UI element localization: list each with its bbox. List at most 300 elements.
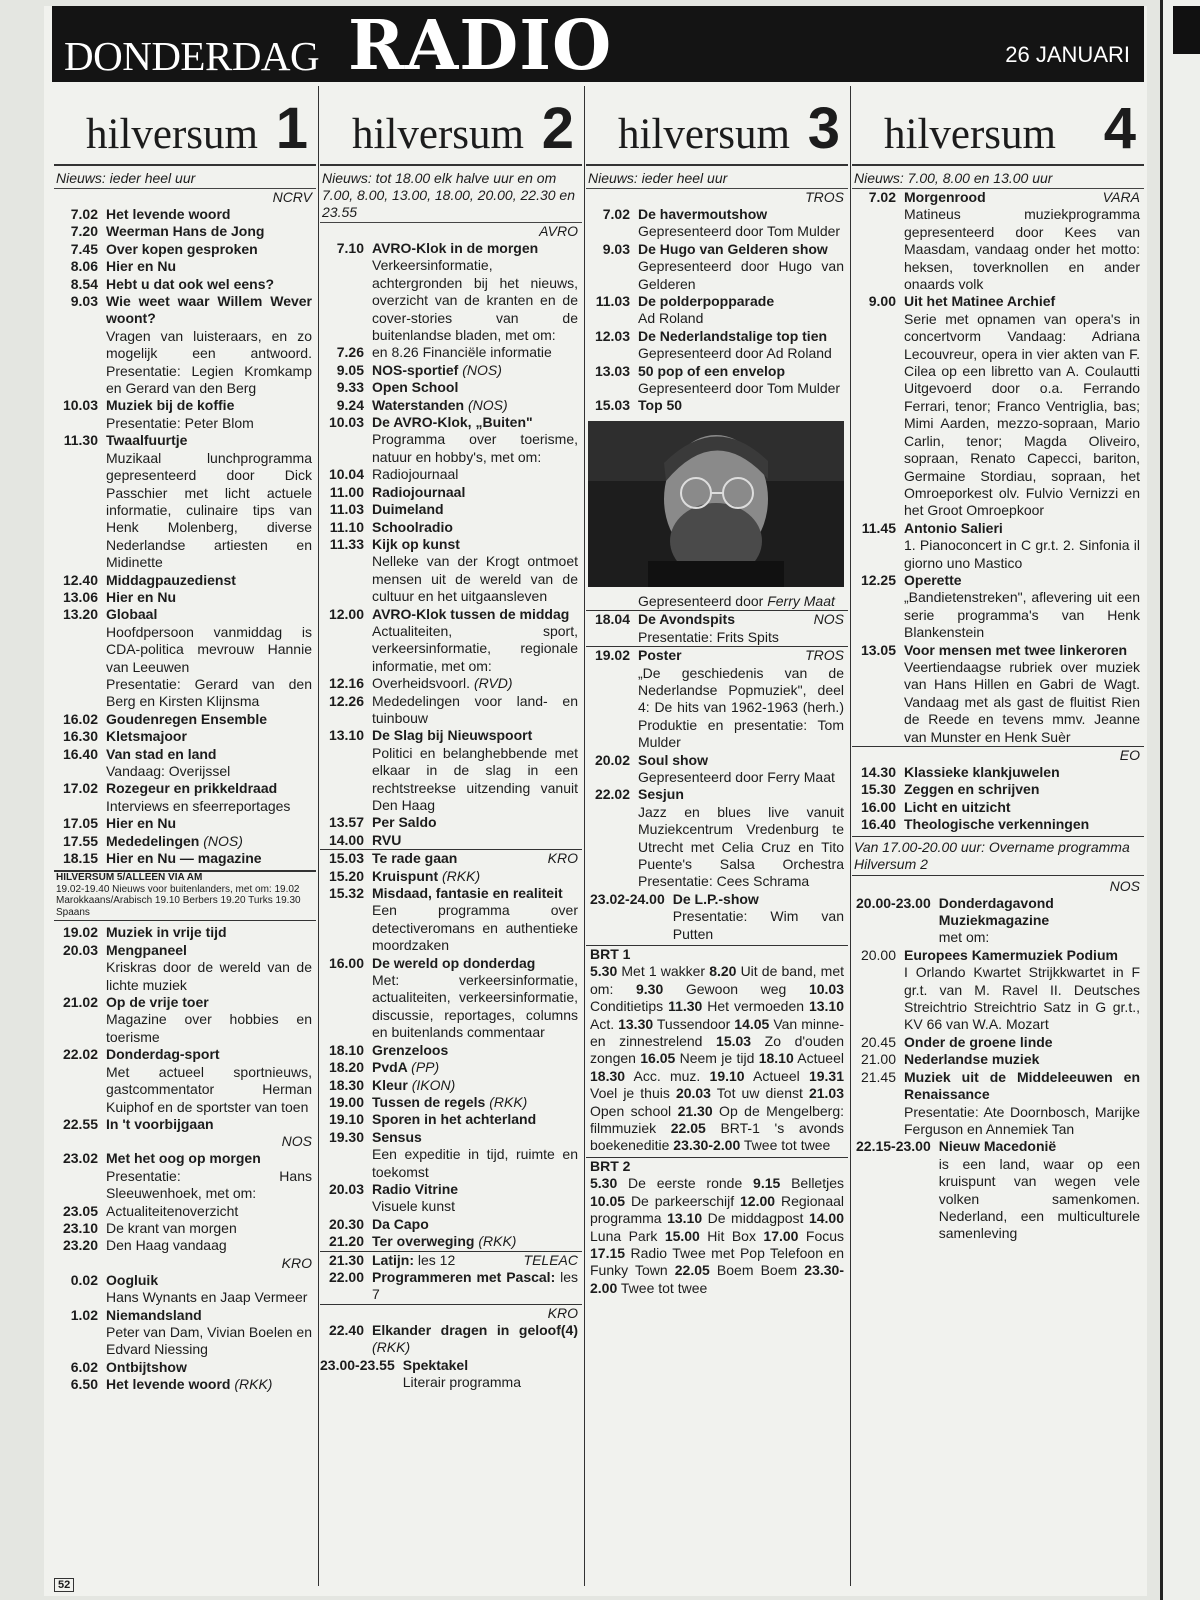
programme-title-text: Waterstanden — [372, 396, 465, 413]
programme-body — [106, 850, 316, 867]
programme-title-text: De AVRO-Klok, „Buiten" — [372, 414, 533, 431]
programme-time: 15.03 — [328, 850, 364, 867]
programme-title-text: 50 pop of een envelop — [638, 362, 786, 379]
programme-title-line — [372, 501, 578, 518]
programme-time: 9.03 — [602, 240, 630, 257]
programme-body — [904, 1051, 1144, 1068]
programme-body — [638, 293, 848, 328]
programme-entry — [54, 276, 316, 293]
programme-title-text: Te rade gaan — [372, 850, 458, 867]
programme-body — [106, 942, 316, 994]
programme-description: Gepresenteerd door Tom Mulder — [638, 380, 841, 397]
programme-body — [372, 606, 582, 676]
broadcaster-tag: (RKK) — [442, 867, 481, 884]
programme-title-line — [372, 414, 578, 431]
programme-description: Een expeditie in tijd, ruimte en toekomst — [372, 1146, 578, 1180]
column-divider — [850, 86, 851, 1586]
programme-entry — [320, 675, 582, 692]
station-word: hilversum — [352, 111, 524, 158]
programme-title — [106, 206, 230, 223]
programme-entry — [54, 589, 316, 606]
programme-body — [106, 589, 316, 606]
programme-title — [638, 752, 708, 769]
programme-title-text: Op de vrije toer — [106, 994, 209, 1011]
programme-title — [904, 642, 1127, 659]
column-divider — [318, 86, 319, 1586]
programme-body — [638, 786, 848, 890]
programme-time: 23.05 — [62, 1202, 98, 1219]
programme-body — [904, 293, 1144, 519]
programme-body — [106, 1272, 316, 1307]
programme-time: 21.02 — [62, 994, 98, 1011]
programme-time: 11.30 — [63, 432, 98, 449]
programme-title-text: Voor mensen met twee linkeroren — [904, 641, 1128, 658]
programme-title — [372, 1042, 448, 1059]
programme-title-text: Duimeland — [372, 501, 444, 518]
programme-title-line — [372, 397, 578, 414]
programme-title — [372, 362, 502, 379]
broadcaster-label: KRO — [281, 1254, 312, 1271]
programme-body — [106, 241, 316, 258]
programme-title-text: en 8.26 Financiële informatie — [372, 344, 552, 361]
broadcaster-label: NOS — [281, 1133, 312, 1150]
programme-title — [904, 293, 1055, 310]
programme-description: Veertiendaagse rubriek over muziek van Hans Hillen en Gabri de Wagt. Vandaag met als gast de fluitist Rien de Reede en tevens mmv. Jeanne van Munster en Henk Suèr — [904, 658, 1140, 745]
programme-title — [638, 647, 682, 664]
programme-time: 9.00 — [868, 293, 896, 310]
programme-title — [106, 572, 236, 589]
programme-description: Gepresenteerd door Hugo van Gelderen — [638, 258, 844, 292]
programme-title-text: Sporen in het achterland — [372, 1111, 537, 1128]
programme-description: Interviews en sfeerreportages — [106, 797, 291, 814]
programme-title-line — [106, 746, 312, 763]
programme-time: 16.02 — [62, 710, 98, 727]
programme-time: 9.05 — [336, 361, 364, 378]
programme-time: 11.45 — [861, 519, 896, 536]
programme-title-line — [372, 1181, 578, 1198]
programme-title-text: Licht en uitzicht — [904, 798, 1011, 815]
programme-time: 12.40 — [62, 571, 98, 588]
programme-title-line — [372, 850, 578, 867]
programme-title-text: AVRO-Klok tussen de middag — [372, 605, 570, 622]
programme-time: 22.40 — [328, 1321, 364, 1338]
programme-body — [106, 815, 316, 832]
programme-entry — [320, 1059, 582, 1076]
programme-title-text: Oogluik — [106, 1271, 159, 1288]
programme-entry — [320, 519, 582, 536]
programme-description: Gepresenteerd door Tom Mulder — [638, 223, 841, 240]
programme-entry — [54, 1203, 316, 1220]
programme-body — [904, 520, 1144, 572]
programme-title — [106, 833, 243, 850]
programme-entry — [54, 432, 316, 571]
programme-title-text: Programmeren met Pascal: — [372, 1268, 556, 1285]
programme-title-text: Ter overweging — [372, 1233, 475, 1250]
programme-title — [939, 895, 1140, 930]
programme-body — [638, 363, 848, 398]
programme-title-line — [372, 1094, 578, 1111]
programme-body — [372, 240, 582, 344]
programme-time: 15.32 — [328, 885, 364, 902]
programme-title — [372, 466, 458, 483]
programme-title-line — [106, 1307, 312, 1324]
programme-time: 14.30 — [860, 764, 896, 780]
programme-entry — [54, 1116, 316, 1133]
programme-description: Politici en belanghebbende met elkaar in de slag in een rechtstreekse uitzending vanuit Den Haag — [372, 744, 578, 813]
programme-body — [372, 1181, 582, 1216]
programme-title-line — [106, 711, 312, 728]
caption-name: Ferry Maat — [767, 592, 835, 609]
programme-description: Met actueel sportnieuws, gastcommentator Herman Kuiphof en de sportster van toen — [106, 1063, 312, 1115]
programme-time: 7.26 — [336, 344, 364, 361]
programme-title — [372, 955, 535, 972]
programme-entry — [320, 1322, 582, 1357]
programme-title — [372, 379, 458, 396]
programme-title — [904, 1051, 1039, 1068]
programme-title-line — [372, 379, 578, 396]
station-number: 4 — [1103, 96, 1136, 161]
programme-title — [638, 786, 684, 803]
programme-title-line — [904, 189, 1140, 206]
programme-title-text: Hier en Nu — [106, 588, 177, 605]
column-hilversum-2 — [320, 86, 582, 1586]
broadcaster-tag: (RKK) — [489, 1093, 528, 1110]
programme-extra: les 7 — [372, 1268, 578, 1303]
programme-title — [638, 611, 735, 628]
programme-time: 20.00-23.00 — [856, 894, 931, 911]
programme-time: 23.02 — [62, 1150, 98, 1167]
broadcaster-tag: (RKK) — [234, 1376, 273, 1393]
programme-body — [372, 501, 582, 518]
programme-title — [106, 924, 227, 941]
programme-title-line — [904, 799, 1140, 816]
programme-entry — [320, 1042, 582, 1059]
programme-entry — [852, 1138, 1144, 1242]
programme-title-line — [372, 362, 578, 379]
column-divider — [584, 86, 585, 1586]
programme-time: 18.15 — [62, 850, 98, 867]
programme-body — [106, 258, 316, 275]
programme-body — [106, 223, 316, 240]
programme-body — [106, 276, 316, 293]
box-heading: HILVERSUM 5/ALLEEN VIA AM — [56, 872, 203, 884]
programme-title-text: RVU — [372, 831, 402, 848]
programme-title-text: Da Capo — [372, 1215, 429, 1232]
news-schedule: Nieuws: ieder heel uur — [54, 170, 316, 189]
column-hilversum-1 — [54, 86, 316, 1586]
broadcaster-label: AVRO — [539, 223, 578, 239]
caption-label: Gepresenteerd door — [638, 592, 764, 609]
programme-title — [904, 1034, 1053, 1051]
programme-title-text: Donderdagavond Muziekmagazine — [938, 894, 1054, 929]
programme-description: Presentatie: Frits Spits — [638, 628, 779, 645]
broadcaster-tag: (NOS) — [467, 396, 508, 413]
programme-body — [372, 814, 582, 831]
programme-title-text: Zeggen en schrijven — [904, 781, 1040, 798]
programme-description: Programma over toerisme, natuur en hobby's, met om: — [372, 431, 578, 465]
programme-body — [372, 1129, 582, 1181]
programme-title-line — [372, 1059, 578, 1076]
programme-time: 13.20 — [62, 606, 98, 623]
programme-body — [638, 397, 848, 414]
programme-title — [106, 780, 277, 797]
programme-title — [638, 206, 767, 223]
programme-body — [372, 414, 582, 466]
programme-title-text: Open School — [372, 379, 459, 396]
programme-title — [372, 397, 508, 414]
programme-time: 19.02 — [594, 647, 630, 664]
programme-description: is een land, waar op een kruispunt van wegen vele volken samenkomen. Nederland, een multiculturele samenleving — [938, 1155, 1140, 1242]
programme-entry — [320, 832, 582, 849]
programme-title — [106, 432, 187, 449]
programme-title — [106, 589, 176, 606]
news-schedule: Nieuws: 7.00, 8.00 en 13.00 uur — [852, 170, 1144, 189]
brt-text: 5.30 Met 1 wakker 8.20 Uit de band, met om: 9.30 Gewoon weg 10.03 Conditietips 11.30 Het vermoeden 13.10 Act. 13.30 Tussendoor 14.05 Van minne- en zinnestrelend 15.03 Zo d'ouden zongen 16.05 Neem je tijd 18.10 Actueel 18.30 Acc. muz. 19.10 Actueel 19.31 Voel je thuis 20.03 Tot uw dienst 21.03 Open school 21.30 Op de Mengelberg: filmmuziek 22.05 BRT-1 's avonds boekeneditie 23.30-2.00 Twee tot twee — [590, 963, 845, 1154]
programme-body — [106, 1237, 316, 1254]
programme-title-line — [372, 832, 578, 849]
programme-description: Met: verkeersinformatie, actualiteiten, verkeersinformatie, discussie, reportages, columns en buitenlands commentaar — [372, 972, 578, 1041]
programme-entry — [320, 1252, 582, 1269]
programme-time: 12.26 — [328, 692, 364, 709]
programme-entry — [320, 814, 582, 831]
programme-title-text: NOS-sportief — [372, 361, 459, 378]
programme-title-line — [939, 895, 1140, 930]
programme-time: 20.02 — [594, 751, 630, 768]
programme-entry — [54, 293, 316, 397]
programme-title — [106, 1376, 272, 1393]
programme-time: 13.10 — [328, 727, 364, 744]
programme-entry — [320, 850, 582, 867]
broadcaster-tag: (RKK) — [478, 1233, 517, 1250]
programme-entry — [852, 947, 1144, 1034]
programme-description: Presentatie: Gerard van den Berg en Kirsten Klijnsma — [106, 675, 312, 710]
programme-title-line — [106, 1116, 312, 1133]
programme-title-line — [904, 520, 1140, 537]
programme-body — [372, 1252, 582, 1269]
programme-title-line — [904, 293, 1140, 310]
programme-title-text: Niemandsland — [106, 1306, 202, 1323]
programme-title — [372, 868, 480, 885]
programme-time: 14.00 — [328, 831, 364, 848]
programme-entry — [320, 344, 582, 361]
programme-body — [372, 832, 582, 849]
programme-title-text: Weerman Hans de Jong — [106, 223, 265, 240]
programme-title — [106, 241, 258, 258]
programme-entry — [54, 572, 316, 589]
page-number: 52 — [54, 1578, 74, 1592]
programme-body — [372, 536, 582, 606]
programme-title — [904, 1069, 1140, 1104]
programme-entry — [852, 1051, 1144, 1068]
programme-time: 20.45 — [860, 1033, 896, 1050]
station-word: hilversum — [618, 111, 790, 158]
programme-title — [372, 606, 569, 623]
programme-title-line — [372, 606, 578, 623]
programme-body — [372, 1094, 582, 1111]
programme-title-text: Ontbijtshow — [106, 1358, 187, 1375]
programme-title — [106, 1220, 237, 1237]
programme-title-text: Mengpaneel — [106, 941, 187, 958]
programme-time: 22.02 — [594, 786, 630, 803]
programme-title-line — [106, 572, 312, 589]
programme-description: Visuele kunst — [372, 1198, 456, 1215]
programme-title — [106, 728, 187, 745]
programme-time: 18.20 — [328, 1059, 364, 1076]
programme-title-text: Nieuw Macedonië — [938, 1138, 1057, 1155]
programme-title — [372, 519, 453, 536]
programme-note: Van 17.00-20.00 uur: Overname programma Hilversum 2 — [852, 836, 1144, 876]
programme-entry — [54, 241, 316, 258]
programme-title-text: Actualiteitenoverzicht — [106, 1202, 239, 1219]
programme-title — [372, 814, 437, 831]
programme-title — [372, 1094, 527, 1111]
programme-title — [106, 746, 216, 763]
programme-entry — [54, 206, 316, 223]
programme-body — [904, 816, 1144, 833]
programme-title-text: Misdaad, fantasie en realiteit — [372, 885, 563, 902]
programme-title-line — [106, 241, 312, 258]
programme-title-text: Met het oog op morgen — [106, 1150, 261, 1167]
programme-description: Serie met opnamen van opera's in concertvorm Vandaag: Adriana Lecouvreur, opera in vier akten van F. Cilea op een libretto van A. Coulautti Uitgevoerd door o.a. Ferrando Ferrari, tenor; Franco Ventriglia, bas; Mimi Aarden, mezzo-sopraan, Mario Carlin, tenor; Magda Oliveiro, sopraan, Renato Capecci, bariton, Germaine Stordiau, sopraan, het Omroeporkest olv. Fulvio Vernizzi en het Groot Omroepkoor — [904, 310, 1140, 519]
programme-entry — [852, 1069, 1144, 1139]
programme-title — [106, 397, 234, 414]
programme-title-text: Rozegeur en prikkeldraad — [106, 780, 278, 797]
programme-title-text: Sesjun — [638, 786, 684, 803]
programme-title-text: Het levende woord — [106, 206, 231, 222]
programme-time: 7.10 — [336, 240, 364, 256]
programme-title-line — [904, 642, 1140, 659]
programme-body — [372, 1269, 582, 1304]
programme-entry — [586, 891, 848, 943]
programme-title — [106, 942, 187, 959]
photo-caption — [586, 593, 848, 610]
programme-description: „De geschiedenis van de Nederlandse Popmuziek", deel 4: De hits van 1962-1963 (herh.) Produktie en presentatie: Tom Mulder — [638, 664, 844, 751]
programme-entry — [54, 258, 316, 275]
programme-title-line — [106, 1046, 312, 1063]
programme-body — [372, 1059, 582, 1076]
programme-body — [638, 328, 848, 363]
programme-title-line — [106, 815, 312, 832]
programme-title-text: De Hugo van Gelderen show — [638, 240, 828, 257]
programme-title — [372, 414, 533, 431]
programme-time: 1.02 — [70, 1306, 98, 1323]
programme-description: Actualiteiten, sport, verkeersinformatie, regionale informatie, met om: — [372, 622, 578, 674]
programme-description: Presentatie: Peter Blom — [106, 414, 254, 431]
programme-title-text: Hebt u dat ook wel eens? — [106, 275, 275, 292]
programme-entry — [852, 189, 1144, 293]
programme-body — [372, 675, 582, 692]
programme-title-line — [372, 519, 578, 536]
programme-time: 15.20 — [328, 867, 364, 884]
programme-title — [372, 1216, 429, 1233]
programme-title-line — [638, 611, 844, 628]
programme-title — [372, 1077, 455, 1094]
programme-time: 8.06 — [70, 258, 98, 275]
programme-title-line — [638, 647, 844, 664]
programme-title — [106, 711, 267, 728]
programme-time: 11.03 — [329, 501, 364, 518]
programme-entry — [54, 1359, 316, 1376]
programme-title-text: De Avondspits — [638, 611, 735, 628]
programme-title-line — [638, 363, 844, 380]
programme-title — [904, 189, 986, 206]
programme-description: Nelleke van der Krogt ontmoet mensen uit de wereld van de cultuur en het uitgaansleven — [372, 553, 578, 605]
programme-time: 22.02 — [62, 1046, 98, 1063]
broadcaster-label: EO — [1119, 747, 1140, 763]
programme-time: 7.20 — [70, 223, 98, 240]
programme-title-line — [106, 1203, 312, 1220]
programme-entry — [54, 746, 316, 781]
programme-time: 16.40 — [860, 816, 896, 833]
programme-body — [372, 362, 582, 379]
programme-body — [106, 206, 316, 223]
programme-time: 6.50 — [70, 1376, 98, 1393]
programme-title-line — [372, 814, 578, 831]
programme-description: I Orlando Kwartet Strijkkwartet in F gr.t. van M. Ravel II. Deutsches Streichtrio Streichtrio Satz in G gr.t., KV 66 van W.A. Mozart — [904, 964, 1140, 1033]
programme-title-line — [638, 328, 844, 345]
programme-entry — [320, 240, 582, 344]
programme-description: Presentatie: Ate Doornbosch, Marijke Ferguson en Annemiek Tan — [904, 1103, 1140, 1137]
programme-time: 11.10 — [329, 518, 364, 535]
column-header — [320, 86, 582, 166]
programme-title-text: De havermoutshow — [638, 206, 768, 222]
programme-time: 12.25 — [860, 571, 896, 588]
broadcaster-label: NOS — [1109, 877, 1140, 894]
programme-entry — [320, 727, 582, 814]
programme-body — [372, 344, 582, 361]
broadcaster-tag: (RKK) — [372, 1339, 411, 1356]
banner-day: DONDERDAG — [64, 33, 320, 79]
presenter-photo — [588, 421, 844, 587]
programme-time: 12.16 — [328, 675, 364, 692]
programme-title-line — [372, 885, 578, 902]
brt-heading: BRT 2 — [590, 1157, 631, 1174]
programme-title — [904, 799, 1011, 816]
programme-title — [638, 328, 827, 345]
programme-description: Presentatie: Wim van Putten — [672, 908, 844, 942]
programme-title-text: Europees Kamermuziek Podium — [904, 946, 1118, 963]
programme-title — [372, 484, 465, 501]
news-schedule: Nieuws: ieder heel uur — [586, 170, 848, 189]
programme-description: „Bandietenstreken", aflevering uit een serie programma's van Henk Blankenstein — [904, 589, 1140, 641]
programme-time: 15.03 — [594, 397, 630, 414]
programme-entry — [320, 1094, 582, 1111]
programme-time: 16.00 — [860, 798, 896, 815]
programme-time: 13.05 — [860, 641, 896, 658]
programme-title-line — [372, 344, 578, 361]
radio-listing-page — [44, 6, 1147, 1596]
programme-title-text: Radio Vitrine — [372, 1180, 459, 1197]
programme-title-text: Hier en Nu — [106, 815, 177, 832]
programme-description: Vragen van luisteraars, en zo mogelijk een antwoord. Presentatie: Legien Kromkamp en Gerard van den Berg — [106, 327, 312, 397]
programme-title — [106, 223, 264, 240]
programme-title-text: Hier en Nu — [106, 258, 177, 275]
programme-title-line — [904, 764, 1140, 781]
programme-body — [372, 1077, 582, 1094]
programme-body — [106, 1116, 316, 1133]
station-word: hilversum — [86, 111, 258, 158]
programme-title-text: Den Haag vandaag — [106, 1237, 227, 1254]
programme-time: 23.20 — [62, 1237, 98, 1254]
programme-time: 19.00 — [328, 1093, 364, 1110]
banner-date: 26 JANUARI — [1005, 42, 1130, 67]
programme-title-text: Schoolradio — [372, 518, 453, 535]
programme-time: 20.03 — [62, 941, 98, 958]
broadcaster-label: TROS — [805, 189, 844, 205]
programme-time: 7.45 — [70, 240, 98, 257]
programme-title — [372, 240, 538, 257]
programme-title — [638, 397, 682, 414]
